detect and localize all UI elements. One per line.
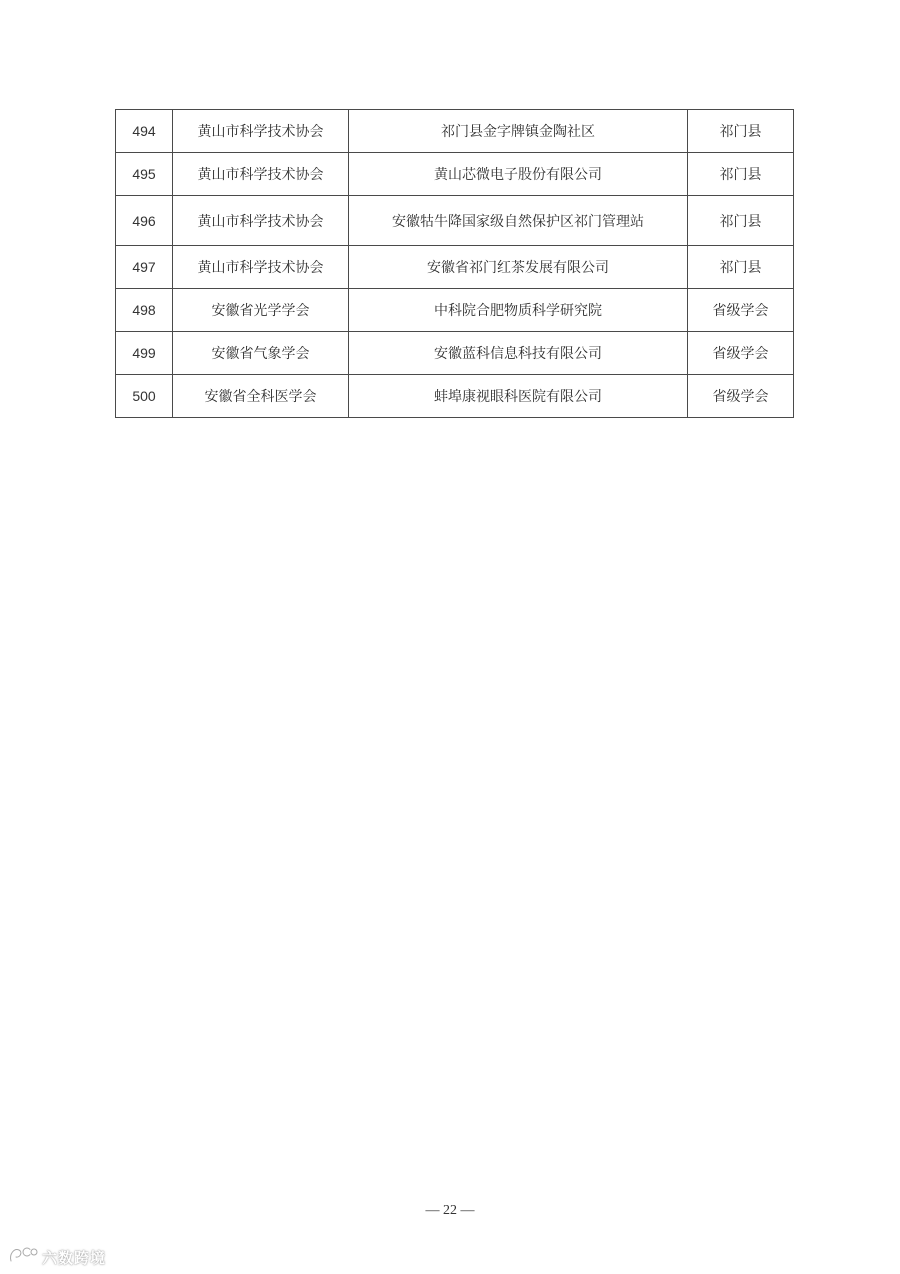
row-number: 494 xyxy=(116,110,173,153)
recommender-cell: 安徽省全科医学会 xyxy=(173,375,349,418)
unit-cell: 安徽蓝科信息科技有限公司 xyxy=(349,332,688,375)
unit-cell: 安徽牯牛降国家级自然保护区祁门管理站 xyxy=(349,196,688,246)
row-number: 500 xyxy=(116,375,173,418)
unit-cell: 祁门县金字牌镇金陶社区 xyxy=(349,110,688,153)
row-number: 497 xyxy=(116,246,173,289)
page-number: — 22 — xyxy=(425,1203,475,1218)
recommender-cell: 黄山市科学技术协会 xyxy=(173,110,349,153)
region-cell: 省级学会 xyxy=(688,375,794,418)
region-cell: 祁门县 xyxy=(688,153,794,196)
row-number: 498 xyxy=(116,289,173,332)
unit-cell: 黄山芯微电子股份有限公司 xyxy=(349,153,688,196)
region-cell: 祁门县 xyxy=(688,246,794,289)
table-row xyxy=(116,196,794,246)
row-number: 495 xyxy=(116,153,173,196)
recommender-cell: 安徽省光学学会 xyxy=(173,289,349,332)
unit-cell: 安徽省祁门红茶发展有限公司 xyxy=(349,246,688,289)
recommender-cell: 安徽省气象学会 xyxy=(173,332,349,375)
table-row xyxy=(116,289,794,332)
row-number: 499 xyxy=(116,332,173,375)
recommender-cell: 黄山市科学技术协会 xyxy=(173,246,349,289)
region-cell: 祁门县 xyxy=(688,196,794,246)
recommender-cell: 黄山市科学技术协会 xyxy=(173,153,349,196)
region-cell: 省级学会 xyxy=(688,289,794,332)
table-row xyxy=(116,110,794,153)
logo-swirl-icon xyxy=(8,1244,38,1270)
unit-cell: 蚌埠康视眼科医院有限公司 xyxy=(349,375,688,418)
watermark xyxy=(8,1244,106,1270)
row-number: 496 xyxy=(116,196,173,246)
table-row xyxy=(116,375,794,418)
organization-table xyxy=(115,109,794,418)
table-row xyxy=(116,246,794,289)
table-row xyxy=(116,332,794,375)
watermark-text: 六数跨境 xyxy=(42,1248,107,1267)
region-cell: 省级学会 xyxy=(688,332,794,375)
table-row xyxy=(116,153,794,196)
region-cell: 祁门县 xyxy=(688,110,794,153)
unit-cell: 中科院合肥物质科学研究院 xyxy=(349,289,688,332)
recommender-cell: 黄山市科学技术协会 xyxy=(173,196,349,246)
